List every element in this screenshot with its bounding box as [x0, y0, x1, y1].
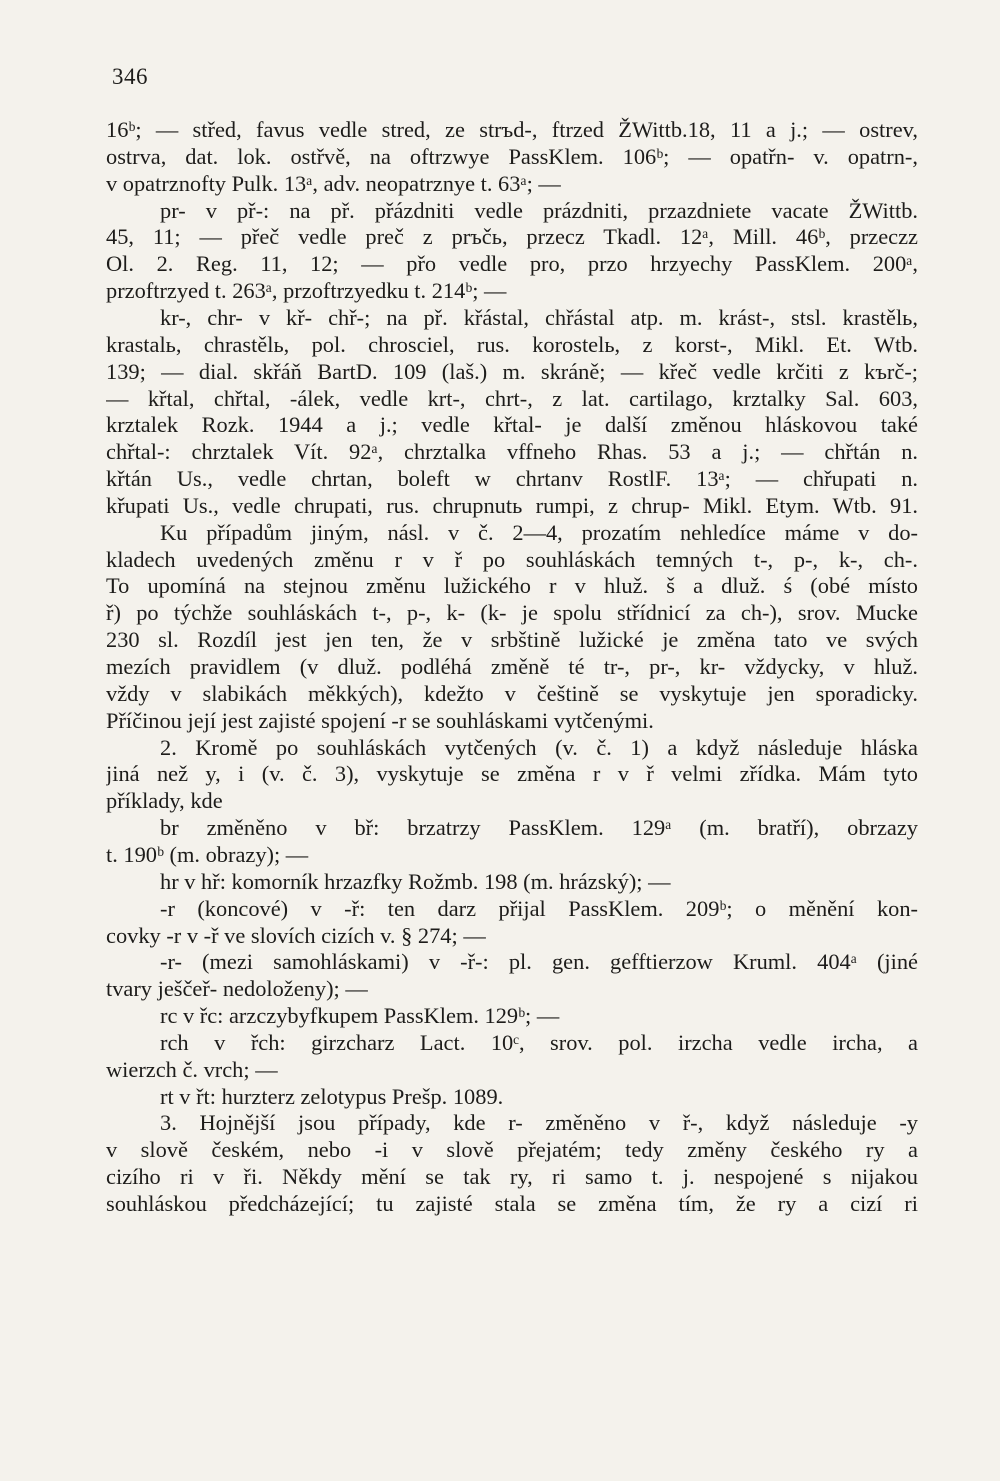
text-line: Příčinou její jest zajisté spojení -r se souhláskami vytčenými. — [106, 707, 654, 733]
text-line: rch v řch: girzcharz Lact. 10ᶜ, srov. pol. irzcha vedle ircha, a — [160, 1029, 918, 1055]
text-line: rt v řt: hurzterz zelotypus Prešp. 1089. — [160, 1083, 504, 1109]
text-line: cizího ri v ři. Někdy mění se tak ry, ri samo t. j. nespojené s nijakou — [106, 1164, 918, 1190]
text-line: — křtal, chřtal, -álek, vedle krt-, chrt-, z lat. cartilago, krztalky Sal. 603, — [106, 385, 918, 411]
text-line: t. 190ᵇ (m. obrazy); — — [106, 841, 309, 867]
text-line: -r- (mezi samohláskami) v -ř-: pl. gen. gefftierzow Kruml. 404ᵃ (jiné — [160, 949, 918, 975]
text-line: krastalь, chrastělь, pol. chrosciel, rus. korostelь, z korst-, Mikl. Et. Wtb. — [106, 331, 918, 357]
text-line: v opatrznofty Pulk. 13ᵃ, adv. neopatrznye t. 63ᵃ; — — [106, 170, 561, 196]
page-number: 346 — [112, 64, 148, 89]
text-line: křtán Us., vedle chrtan, boleft w chrtanv RostlF. 13ᵃ; — chřupati n. — [106, 466, 918, 492]
text-line: chřtal-: chrztalek Vít. 92ᵃ, chrztalka vffneho Rhas. 53 a j.; — chřtán n. — [106, 439, 918, 465]
text-line: krztalek Rozk. 1944 a j.; vedle křtal- je další změnou hláskovou také — [106, 412, 918, 438]
text-line: mezích pravidlem (v dluž. podléhá změně té tr-, pr-, kr- vždycky, v hluž. — [106, 654, 918, 679]
text-line: 16ᵇ; — střed, favus vedle stred, ze strъd-, ftrzed ŽWittb.18, 11 a j.; — ostrev, — [106, 117, 918, 142]
text-line: 139; — dial. skřáň BartD. 109 (laš.) m. skráně; — křeč vedle krčiti z kъrč-; — [106, 358, 918, 384]
text-line: příklady, kde — [106, 788, 223, 814]
text-line: souhláskou předcházející; tu zajisté stala se změna tím, že ry a cizí ri — [106, 1191, 918, 1216]
text-line: 230 sl. Rozdíl jest jen ten, že v srbštině lužické je změna tato ve svých — [106, 627, 918, 653]
text-line: kr-, chr- v kř- chř-; na př. křástal, chřástal atp. m. krást-, stsl. krastělь, — [160, 304, 918, 330]
text-line: rc v řc: arzczybyfkupem PassKlem. 129ᵇ; — — [160, 1003, 560, 1029]
text-line: jiná než y, i (v. č. 3), vyskytuje se změna r v ř velmi zřídka. Mám tyto — [106, 761, 918, 787]
text-line: 45, 11; — přeč vedle preč z prъčь, przecz Tkadl. 12ᵃ, Mill. 46ᵇ, przeczz — [106, 224, 918, 250]
text-line: tvary ješčeř- nedoloženy); — — [106, 976, 368, 1002]
text-line: ostrva, dat. lok. ostřvě, na oftrzwye PassKlem. 106ᵇ; — opatřn- v. opatrn-, — [106, 143, 918, 169]
text-line: wierzch č. vrch; — — [106, 1056, 278, 1082]
text-line: 2. Kromě po souhláskách vytčených (v. č. 1) a když následuje hláska — [160, 734, 918, 760]
text-line: br změněno v bř: brzatrzy PassKlem. 129ᵃ (m. bratří), obrzazy — [160, 815, 918, 841]
text-line: křupati Us., vedle chrupati, rus. chrupnutь rumpi, z chrup- Mikl. Etym. Wtb. 91. — [106, 492, 918, 518]
text-line: ř) po týchže souhláskách t-, p-, k- (k- je spolu střídnicí za ch-), srov. Mucke — [106, 600, 918, 626]
text-line: kladech uvedených změnu r v ř po souhláskách temných t-, p-, k-, ch-. — [106, 546, 918, 572]
text-line: vždy v slabikách měkkých), kdežto v češtině se vyskytuje jen sporadicky. — [106, 680, 918, 706]
text-line: v slově českém, nebo -i v slově přejatém; tedy změny českého ry a — [106, 1137, 918, 1163]
text-line: Ku případům jiným, násl. v č. 2—4, prozatím nehledíce máme v do- — [160, 519, 918, 545]
text-line: 3. Hojnější jsou případy, kde r- změněno v ř-, když následuje -y — [160, 1110, 918, 1136]
text-line: hr v hř: komorník hrzazfky Rožmb. 198 (m. hrázský); — — [160, 868, 671, 894]
text-line: Ol. 2. Reg. 11, 12; — přo vedle pro, przo hrzyechy PassKlem. 200ᵃ, — [106, 251, 918, 277]
text-line: To upomíná na stejnou změnu lužického r v hluž. š a dluž. ś (obé místo — [106, 573, 918, 599]
text-line: przoftrzyed t. 263ᵃ, przoftrzyedku t. 214ᵇ; — — [106, 278, 507, 304]
text-line: covky -r v -ř ve slovích cizích v. § 274; — — [106, 922, 486, 948]
text-line: pr- v př-: na př. přázdniti vedle prázdniti, przazdniete vacate ŽWittb. — [160, 197, 918, 223]
text-line: -r (koncové) v -ř: ten darz přijal PassKlem. 209ᵇ; o měnění kon- — [160, 895, 918, 921]
